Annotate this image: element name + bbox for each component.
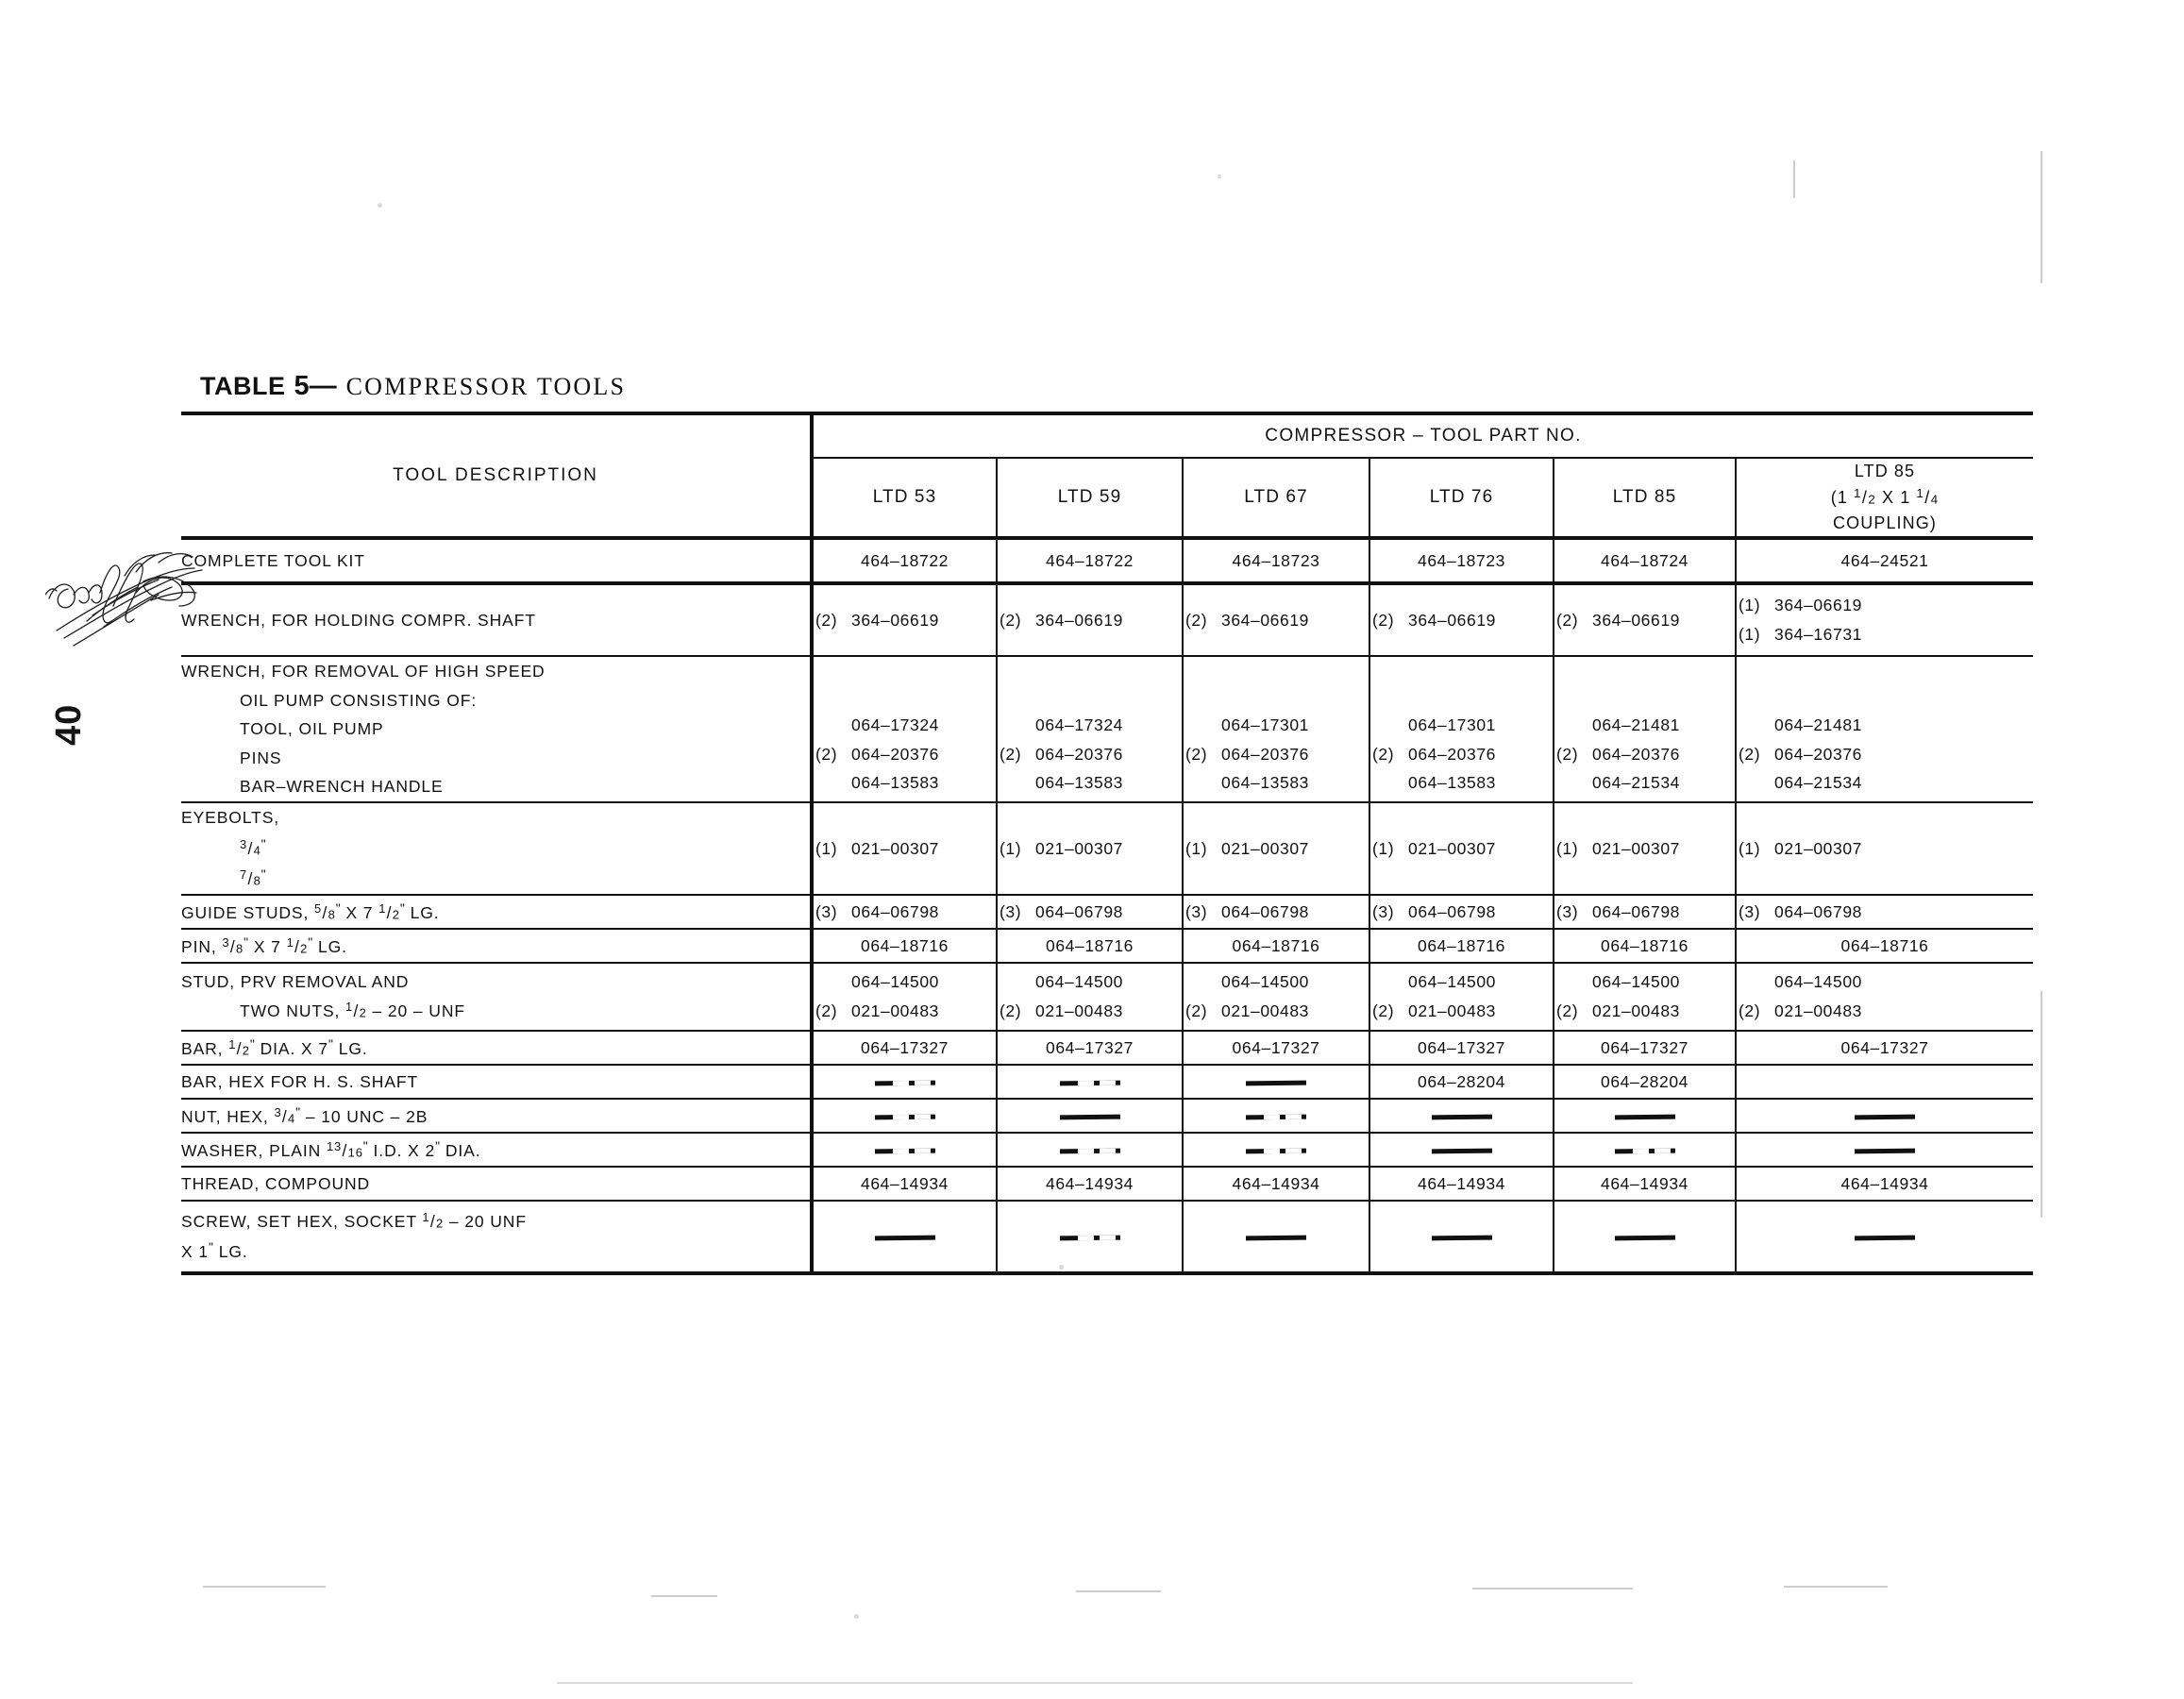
- cell-ltd53: [812, 1099, 997, 1133]
- cell-ltd76: [1369, 1099, 1554, 1133]
- cell-ltd85-coupling: 064–17327: [1736, 1031, 2033, 1065]
- page-number: 40: [49, 703, 89, 746]
- cell-ltd53: [812, 1065, 997, 1099]
- no-part-dash: [874, 1235, 934, 1240]
- no-part-dash: [874, 1148, 934, 1153]
- column-header-ltd-53: LTD 53: [812, 458, 997, 538]
- scan-speck: [854, 1614, 859, 1619]
- edge-mark: [2041, 991, 2042, 1218]
- cell-ltd53: [812, 1133, 997, 1167]
- cell-ltd85-coupling: [1736, 1201, 2033, 1273]
- cell-ltd85: [1554, 1201, 1736, 1273]
- cell-ltd67: (2) 364–06619: [1183, 583, 1369, 656]
- edge-mark: [1793, 160, 1795, 198]
- cell-ltd67: 064–17301 (2) 064–20376 064–13583: [1183, 656, 1369, 802]
- edge-mark: [2041, 151, 2042, 283]
- title-subject: COMPRESSOR TOOLS: [345, 373, 627, 400]
- table-row: [181, 1201, 2033, 1273]
- cell-ltd59: [997, 1133, 1183, 1167]
- cell-ltd76: (1) 021–00307: [1369, 802, 1554, 895]
- edge-mark: [651, 1595, 717, 1597]
- compressor-tools-table: [181, 412, 2033, 1275]
- title-label: TABLE: [200, 372, 286, 400]
- no-part-dash: [1059, 1080, 1119, 1085]
- row-description-bar-hex: BAR, HEX FOR H. S. SHAFT: [181, 1065, 812, 1099]
- cell-ltd85-coupling: [1736, 1099, 2033, 1133]
- cell-ltd85: (3) 064–06798: [1554, 895, 1736, 929]
- cell-ltd59: (1) 021–00307: [997, 802, 1183, 895]
- no-part-dash: [1431, 1148, 1491, 1153]
- scan-speck: [1218, 175, 1221, 178]
- two-nuts-spec: TWO NUTS, $^1$/2 – 20 – UNF: [240, 1000, 465, 1021]
- table-row: [181, 895, 2033, 929]
- row-description-washer-plain: WASHER, PLAIN $^{13}$/16" I.D. X 2" DIA.: [181, 1133, 812, 1167]
- cell-ltd85: 064–14500 (2) 021–00483: [1554, 963, 1736, 1031]
- no-part-dash: [1431, 1235, 1491, 1240]
- ltd85-coupling-line3: COUPLING): [1833, 513, 1937, 532]
- header-row-spanning: [181, 413, 2033, 458]
- scan-speck: [378, 203, 382, 208]
- table-row: [181, 802, 2033, 895]
- row-description-eyebolts: EYEBOLTS, $^3$/4" $^7$/8": [181, 802, 812, 895]
- cell-ltd53: (3) 064–06798: [812, 895, 997, 929]
- cell-ltd85-coupling: (3) 064–06798: [1736, 895, 2033, 929]
- column-header-ltd-85-coupling: [1736, 458, 2033, 538]
- no-part-dash: [1246, 1148, 1306, 1153]
- cell-ltd76: 064–17327: [1369, 1031, 1554, 1065]
- no-part-dash: [1855, 1235, 1915, 1240]
- cell-ltd59: 064–14500 (2) 021–00483: [997, 963, 1183, 1031]
- no-part-dash: [1059, 1148, 1119, 1153]
- column-header-ltd-85: LTD 85: [1554, 458, 1736, 538]
- table-row: [181, 1133, 2033, 1167]
- no-part-dash: [874, 1080, 934, 1085]
- cell-ltd76: 064–28204: [1369, 1065, 1554, 1099]
- cell-ltd59: [997, 1099, 1183, 1133]
- cell-ltd59: (2) 364–06619: [997, 583, 1183, 656]
- title-number: 5: [294, 371, 310, 401]
- cell-ltd76: [1369, 1201, 1554, 1273]
- cell-ltd85-coupling: 064–14500 (2) 021–00483: [1736, 963, 2033, 1031]
- table-header: [181, 413, 2033, 538]
- table-row: [181, 583, 2033, 656]
- no-part-dash: [1246, 1080, 1306, 1085]
- cell-ltd85: 064–18716: [1554, 929, 1736, 963]
- ltd85-coupling-line2: (1 $^1$/2 X 1 $^1$/4: [1830, 486, 1940, 507]
- cell-ltd85-coupling: 464–24521: [1736, 538, 2033, 583]
- cell-ltd67: 064–18716: [1183, 929, 1369, 963]
- cell-ltd85: (2) 364–06619: [1554, 583, 1736, 656]
- cell-ltd67: 064–17327: [1183, 1031, 1369, 1065]
- table-row: [181, 1167, 2033, 1201]
- no-part-dash: [1059, 1114, 1119, 1119]
- no-part-dash: [1059, 1235, 1119, 1240]
- cell-ltd67: 464–18723: [1183, 538, 1369, 583]
- edge-mark: [557, 1682, 1633, 1684]
- table-row: [181, 1031, 2033, 1065]
- table-row: [181, 1065, 2033, 1099]
- row-description-screw-set-hex: [181, 1201, 812, 1273]
- cell-ltd85: 064–21481 (2) 064–20376 064–21534: [1554, 656, 1736, 802]
- cell-ltd67: [1183, 1133, 1369, 1167]
- cell-ltd67: [1183, 1201, 1369, 1273]
- row-description-wrench-holding: WRENCH, FOR HOLDING COMPR. SHAFT: [181, 583, 812, 656]
- cell-ltd53: 464–18722: [812, 538, 997, 583]
- no-part-dash: [1431, 1114, 1491, 1119]
- no-part-dash: [1855, 1148, 1915, 1153]
- cell-ltd85-coupling: [1736, 1133, 2033, 1167]
- cell-ltd53: (2) 364–06619: [812, 583, 997, 656]
- cell-ltd53: 064–14500 (2) 021–00483: [812, 963, 997, 1031]
- no-part-dash: [1246, 1114, 1306, 1119]
- eyebolt-size-7-8: $^7$/8": [240, 866, 266, 889]
- row-description-nut-hex: NUT, HEX, $^3$/4" – 10 UNC – 2B: [181, 1099, 812, 1133]
- title-dash: —: [309, 371, 337, 401]
- cell-ltd67: [1183, 1099, 1369, 1133]
- cell-ltd85: 064–17327: [1554, 1031, 1736, 1065]
- cell-ltd76: 464–18723: [1369, 538, 1554, 583]
- edge-mark: [1784, 1586, 1888, 1588]
- cell-ltd85-coupling: (1) 021–00307: [1736, 802, 2033, 895]
- cell-ltd76: 064–17301 (2) 064–20376 064–13583: [1369, 656, 1554, 802]
- cell-ltd85: [1554, 1099, 1736, 1133]
- screw-spec-line1: SCREW, SET HEX, SOCKET $^1$/2 – 20 UNF: [181, 1209, 527, 1231]
- table-row: [181, 656, 2033, 802]
- eyebolt-size-3-4: $^3$/4": [240, 835, 266, 858]
- row-description-complete-tool-kit: COMPLETE TOOL KIT: [181, 538, 812, 583]
- edge-mark: [1472, 1588, 1633, 1590]
- cell-ltd76: (2) 364–06619: [1369, 583, 1554, 656]
- tool-description-header: TOOL DESCRIPTION: [181, 413, 812, 538]
- table-row: [181, 538, 2033, 583]
- cell-ltd85-coupling: 064–21481 (2) 064–20376 064–21534: [1736, 656, 2033, 802]
- row-description-thread-compound: THREAD, COMPOUND: [181, 1167, 812, 1201]
- column-header-ltd-59: LTD 59: [997, 458, 1183, 538]
- row-description-stud-prv: STUD, PRV REMOVAL AND TWO NUTS, $^1$/2 – 20 – UNF: [181, 963, 812, 1031]
- row-description-wrench-oil-pump: WRENCH, FOR REMOVAL OF HIGH SPEED OIL PUMP CONSISTING OF: TOOL, OIL PUMP PINS BAR–WRENCH HANDLE: [181, 656, 812, 802]
- column-header-ltd-76: LTD 76: [1369, 458, 1554, 538]
- cell-ltd59: (3) 064–06798: [997, 895, 1183, 929]
- no-part-dash: [1855, 1114, 1915, 1119]
- table-body: [181, 538, 2033, 1273]
- cell-ltd53: 064–18716: [812, 929, 997, 963]
- cell-ltd53: [812, 1201, 997, 1273]
- cell-ltd85: [1554, 1133, 1736, 1167]
- cell-ltd85: 464–14934: [1554, 1167, 1736, 1201]
- cell-ltd67: (1) 021–00307: [1183, 802, 1369, 895]
- table-row: [181, 963, 2033, 1031]
- table-row: [181, 929, 2033, 963]
- edge-mark: [1076, 1590, 1161, 1592]
- cell-ltd76: 064–14500 (2) 021–00483: [1369, 963, 1554, 1031]
- no-part-dash: [1246, 1235, 1306, 1240]
- cell-ltd59: 464–14934: [997, 1167, 1183, 1201]
- cell-ltd53: (1) 021–00307: [812, 802, 997, 895]
- table-row: [181, 1099, 2033, 1133]
- cell-ltd85-coupling: (1) 364–06619 (1) 364–16731: [1736, 583, 2033, 656]
- row-description-guide-studs: GUIDE STUDS, $^5$/8" X 7 $^1$/2" LG.: [181, 895, 812, 929]
- cell-ltd59: 064–18716: [997, 929, 1183, 963]
- edge-mark: [203, 1586, 326, 1588]
- cell-ltd85: 064–28204: [1554, 1065, 1736, 1099]
- compressor-part-no-header: COMPRESSOR – TOOL PART NO.: [812, 413, 2033, 458]
- no-part-dash: [1614, 1235, 1674, 1240]
- no-part-dash: [1614, 1114, 1674, 1119]
- ltd85-coupling-line1: LTD 85: [1854, 462, 1916, 480]
- row-description-pin: PIN, $^3$/8" X 7 $^1$/2" LG.: [181, 929, 812, 963]
- cell-ltd59: [997, 1065, 1183, 1099]
- cell-ltd53: 064–17327: [812, 1031, 997, 1065]
- cell-ltd59: 064–17324 (2) 064–20376 064–13583: [997, 656, 1183, 802]
- cell-ltd85: (1) 021–00307: [1554, 802, 1736, 895]
- cell-ltd59: [997, 1201, 1183, 1273]
- cell-ltd76: 464–14934: [1369, 1167, 1554, 1201]
- cell-ltd85-coupling: 464–14934: [1736, 1167, 2033, 1201]
- cell-ltd85-coupling: [1736, 1065, 2033, 1099]
- cell-ltd67: 464–14934: [1183, 1167, 1369, 1201]
- cell-ltd53: 064–17324 (2) 064–20376 064–13583: [812, 656, 997, 802]
- cell-ltd76: [1369, 1133, 1554, 1167]
- cell-ltd67: (3) 064–06798: [1183, 895, 1369, 929]
- cell-ltd85-coupling: 064–18716: [1736, 929, 2033, 963]
- cell-ltd67: [1183, 1065, 1369, 1099]
- cell-ltd59: 464–18722: [997, 538, 1183, 583]
- no-part-dash: [1614, 1148, 1674, 1153]
- screw-spec-line2: X 1" LG.: [181, 1239, 248, 1262]
- column-header-ltd-67: LTD 67: [1183, 458, 1369, 538]
- cell-ltd76: (3) 064–06798: [1369, 895, 1554, 929]
- cell-ltd85: 464–18724: [1554, 538, 1736, 583]
- cell-ltd76: 064–18716: [1369, 929, 1554, 963]
- cell-ltd59: 064–17327: [997, 1031, 1183, 1065]
- cell-ltd67: 064–14500 (2) 021–00483: [1183, 963, 1369, 1031]
- row-description-bar-half-dia: BAR, $^1$/2" DIA. X 7" LG.: [181, 1031, 812, 1065]
- cell-ltd53: 464–14934: [812, 1167, 997, 1201]
- no-part-dash: [874, 1114, 934, 1119]
- page-title: [200, 373, 626, 400]
